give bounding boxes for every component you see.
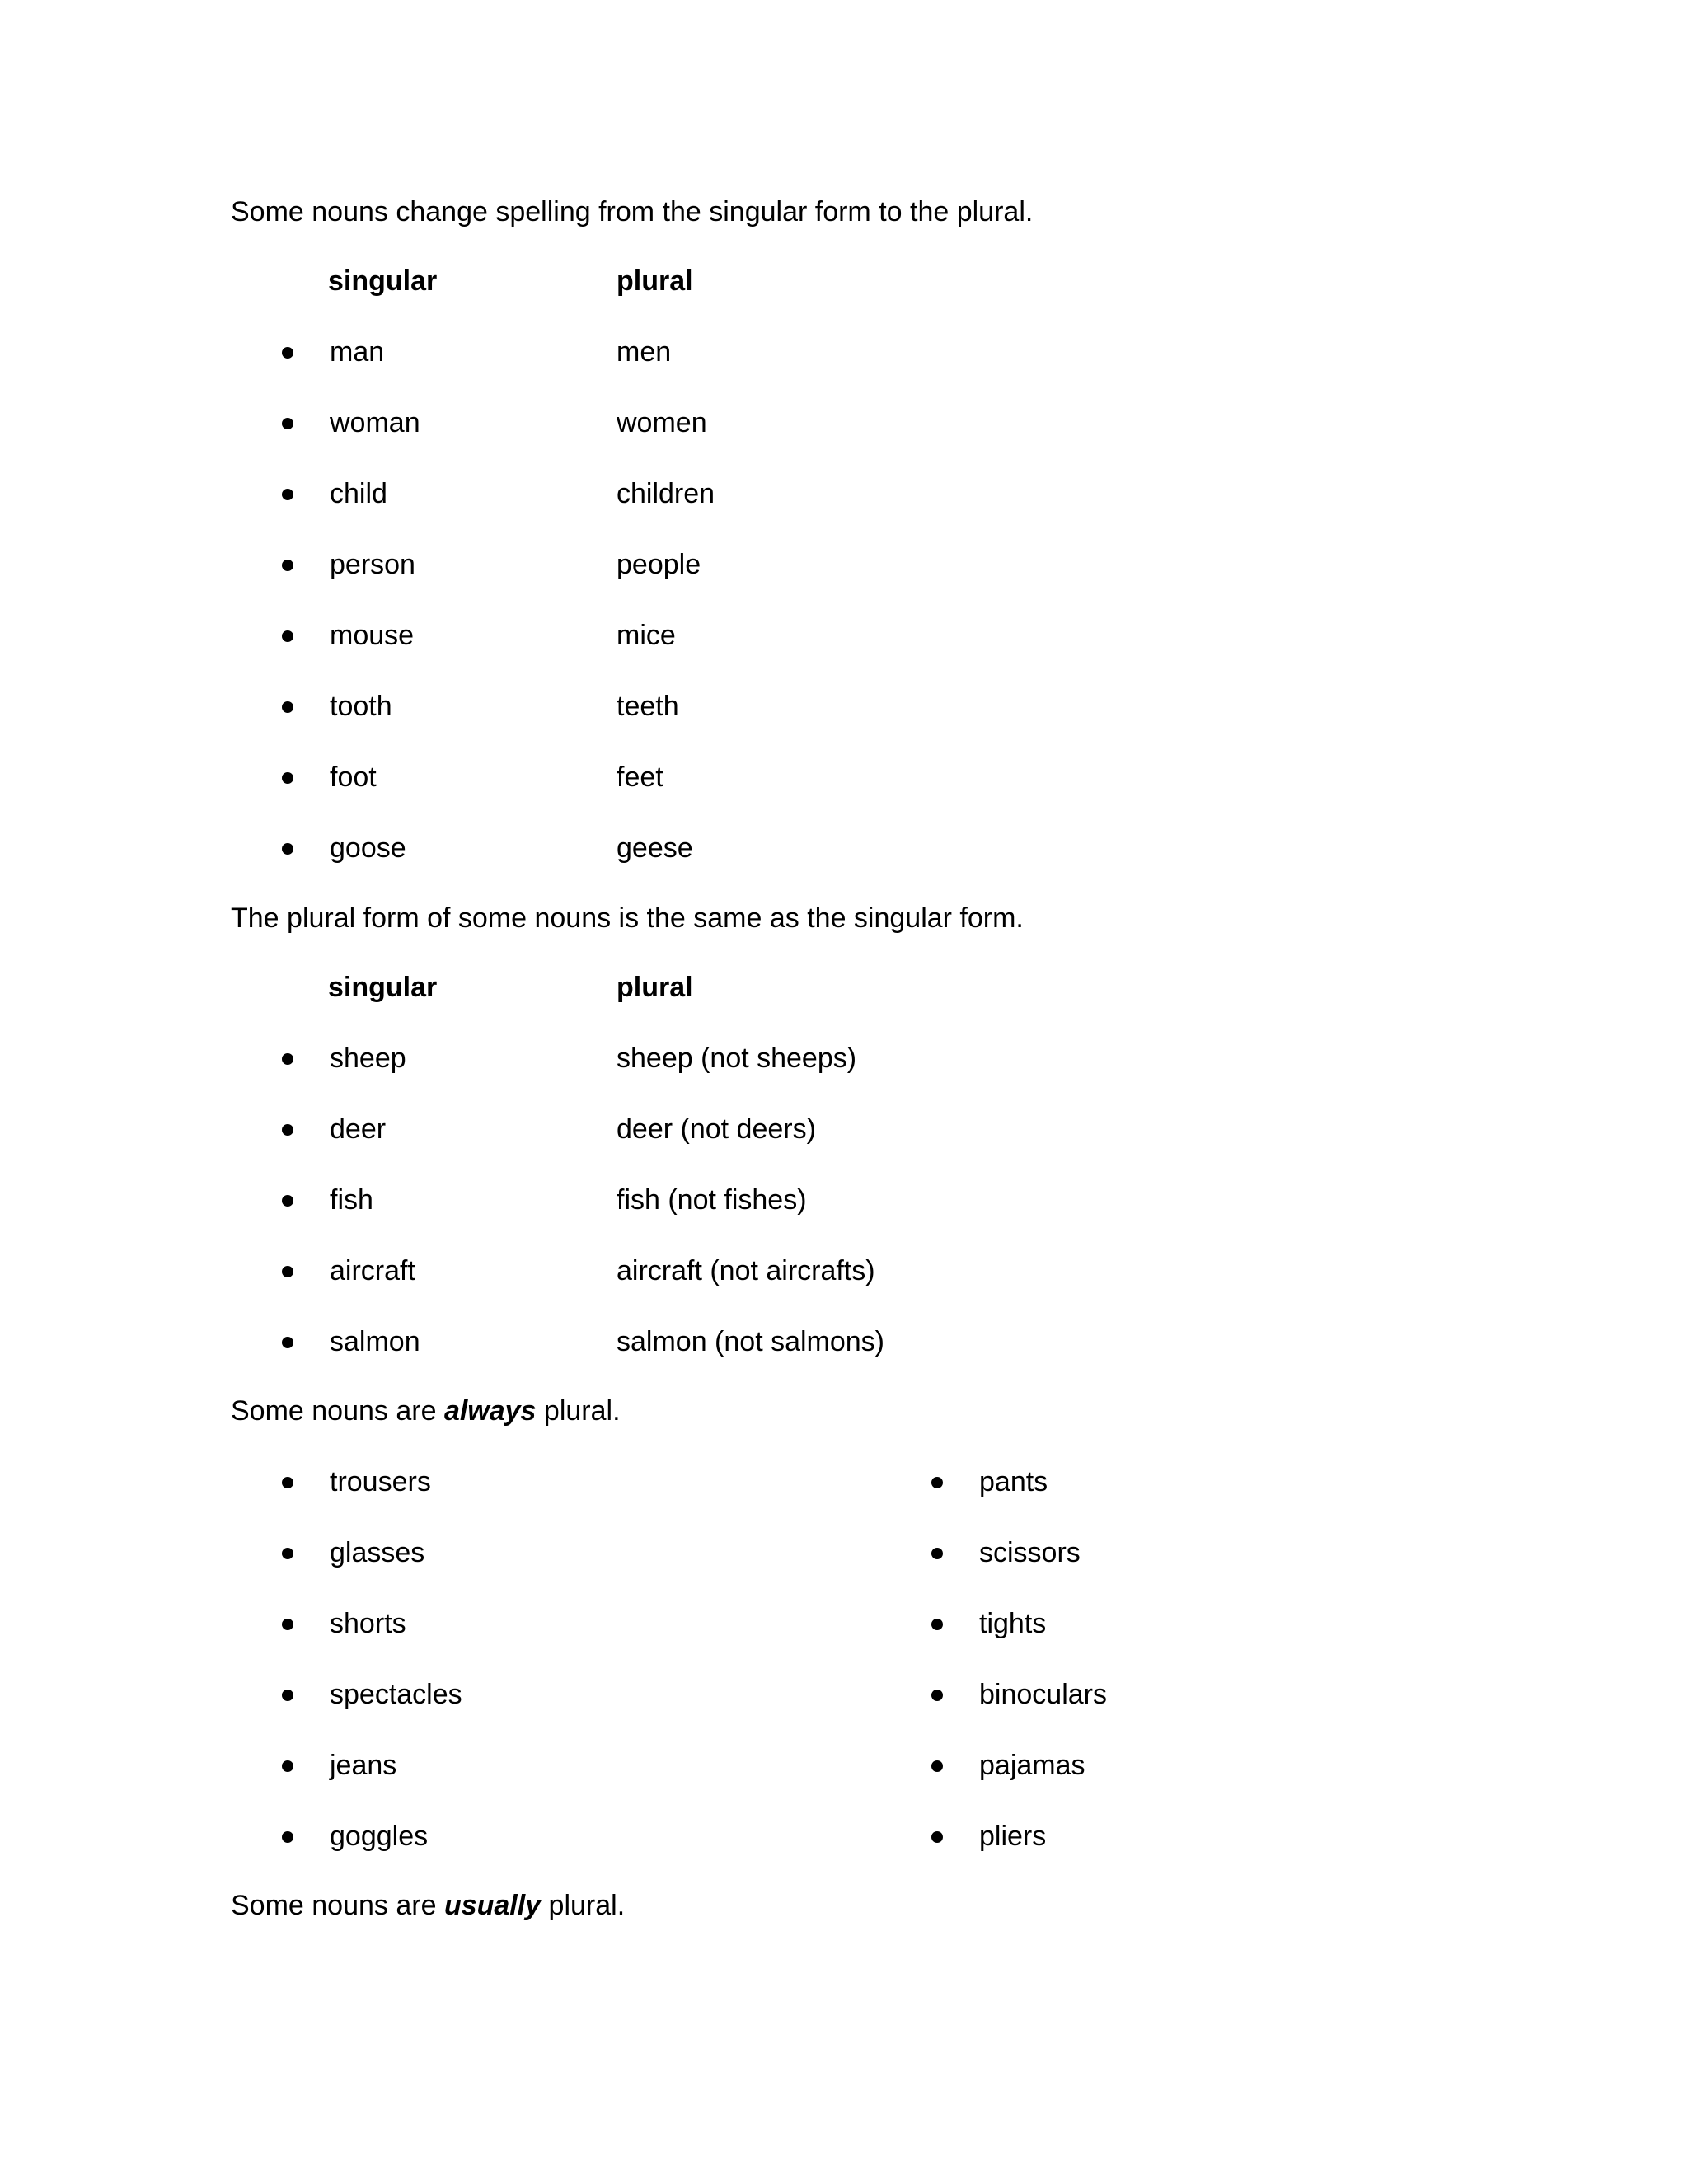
plural-word: sheep (not sheeps) [617, 1043, 857, 1074]
plural-word: children [617, 478, 715, 509]
plural-word: people [617, 549, 701, 580]
always-plural-word: pants [979, 1466, 1048, 1497]
section4-intro-after: plural. [541, 1890, 626, 1921]
bullet-icon [931, 1548, 943, 1559]
section2-header-plural: plural [617, 972, 693, 1003]
bullet-icon [282, 418, 293, 429]
plural-word: men [617, 336, 672, 368]
singular-word: goose [330, 832, 406, 864]
section1-intro: Some nouns change spelling from the singular form to the plural. [231, 196, 1034, 227]
bullet-icon [282, 1195, 293, 1207]
plural-word: aircraft (not aircrafts) [617, 1255, 875, 1286]
bullet-icon [282, 1690, 293, 1701]
bullet-icon [931, 1619, 943, 1630]
bullet-icon [282, 1477, 293, 1488]
always-plural-word: shorts [330, 1608, 406, 1639]
plural-word: deer (not deers) [617, 1113, 816, 1145]
bullet-icon [282, 1619, 293, 1630]
always-plural-word: scissors [979, 1537, 1081, 1568]
bullet-icon [282, 772, 293, 784]
bullet-icon [282, 1337, 293, 1348]
bullet-icon [282, 489, 293, 500]
singular-word: aircraft [330, 1255, 415, 1286]
always-plural-word: pajamas [979, 1750, 1085, 1781]
singular-word: child [330, 478, 387, 509]
bullet-icon [282, 347, 293, 359]
section4-intro [231, 1889, 625, 1922]
plural-word: fish (not fishes) [617, 1184, 807, 1216]
section1-header-plural: plural [617, 265, 693, 297]
always-plural-word: trousers [330, 1466, 431, 1497]
bullet-icon [282, 1760, 293, 1772]
singular-word: foot [330, 762, 377, 793]
plural-word: feet [617, 762, 663, 793]
plural-word: salmon (not salmons) [617, 1326, 885, 1357]
singular-word: fish [330, 1184, 373, 1216]
plural-word: women [617, 407, 707, 438]
bullet-icon [282, 843, 293, 855]
singular-word: mouse [330, 620, 415, 651]
bullet-icon [282, 1124, 293, 1136]
plural-word: teeth [617, 691, 679, 722]
bullet-icon [931, 1760, 943, 1772]
singular-word: tooth [330, 691, 392, 722]
section3-intro-before: Some nouns are [231, 1395, 444, 1427]
always-plural-word: glasses [330, 1537, 425, 1568]
singular-word: woman [330, 407, 420, 438]
section3-intro-emphasis: always [443, 1395, 537, 1427]
bullet-icon [931, 1831, 943, 1843]
bullet-icon [282, 701, 293, 713]
always-plural-word: tights [979, 1608, 1047, 1639]
bullet-icon [282, 1053, 293, 1065]
bullet-icon [282, 1266, 293, 1277]
always-plural-word: goggles [330, 1821, 429, 1852]
always-plural-word: binoculars [979, 1679, 1107, 1710]
singular-word: man [330, 336, 385, 368]
section3-intro-after: plural. [536, 1395, 621, 1427]
singular-word: deer [330, 1113, 387, 1145]
section4-intro-before: Some nouns are [231, 1890, 444, 1921]
bullet-icon [931, 1690, 943, 1701]
section1-header-singular: singular [328, 265, 438, 297]
bullet-icon [282, 560, 293, 571]
plural-word: mice [617, 620, 676, 651]
singular-word: salmon [330, 1326, 420, 1357]
section2-intro: The plural form of some nouns is the same as the singular form. [231, 902, 1024, 934]
always-plural-word: jeans [330, 1750, 397, 1781]
bullet-icon [931, 1477, 943, 1488]
bullet-icon [282, 1831, 293, 1843]
singular-word: sheep [330, 1043, 406, 1074]
singular-word: person [330, 549, 415, 580]
always-plural-word: pliers [979, 1821, 1047, 1852]
section4-intro-emphasis: usually [443, 1890, 542, 1921]
section2-header-singular: singular [328, 972, 438, 1003]
always-plural-word: spectacles [330, 1679, 462, 1710]
plural-word: geese [617, 832, 693, 864]
section3-intro [231, 1394, 621, 1427]
bullet-icon [282, 630, 293, 642]
bullet-icon [282, 1548, 293, 1559]
